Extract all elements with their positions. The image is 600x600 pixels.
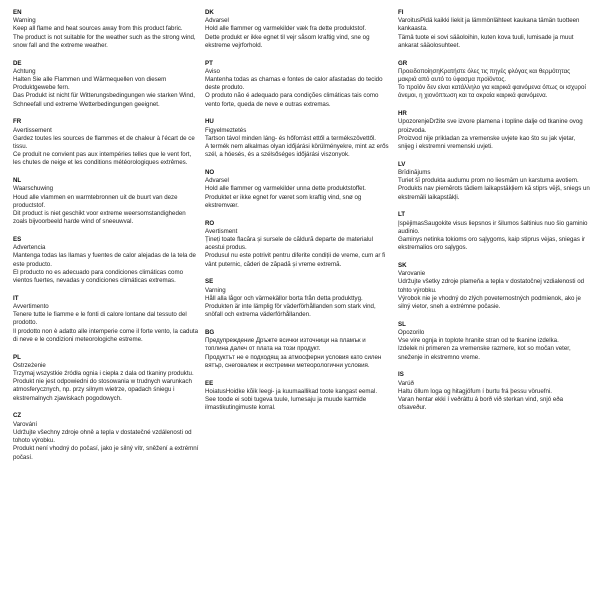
language-code: SL — [398, 320, 406, 328]
warning-text: El producto no es adecuado para condiciones climáticas como vientos fuertes, nevadas y condiciones climáticas extremas. — [13, 268, 183, 285]
column-middle — [205, 9, 390, 422]
warning-text: Produkt není vhodný do počasí, jako je silný vítr, sněžení a extrémní počasí. — [13, 445, 199, 461]
warning-block-sk — [398, 262, 590, 311]
language-code: CZ — [13, 412, 22, 420]
warning-text: Izdelek ni primeren za vremenske razmere, kot so močan veter, sneženje in ekstremno vreme. — [398, 345, 571, 361]
warning-label: Aviso — [205, 67, 220, 75]
warning-label: ĮspėjimasSaugokite visus liepsnos ir šilumos šaltinius nuo šio gaminio audinio. — [398, 219, 588, 235]
warning-text: Produktet er ikke egnet for været som kraftig vind, snø og ekstremvær. — [205, 193, 362, 209]
warning-label: Avertissement — [13, 126, 52, 134]
warning-label: HoiatusHoidke kõik leegi- ja kuumaallikad toote kangast eemal. — [205, 387, 378, 395]
warning-label: Ostrzeżenie — [13, 361, 46, 369]
warning-text: Hold alle flammer og varmekilder væk fra dette produktstof. — [205, 25, 367, 33]
warning-text: Keep all flame and heat sources away from this product fabric. — [13, 25, 183, 33]
language-code: PT — [205, 59, 213, 67]
warning-label: Figyelmeztetés — [205, 126, 247, 134]
warning-text: Το προϊόν δεν είναι κατάλληλο για καιρικά φαινόμενα όπως οι ισχυροί άνεμοι, η χιονόπτωση και τα ακραία καιρικά φαινόμενα. — [398, 84, 586, 100]
warning-block-pt — [205, 60, 390, 109]
warning-text: Haltu öllum loga og hitagjöfum í burtu frá þessu vöruefni. — [398, 387, 552, 395]
warning-text: Tämä tuote ei sovi sääoloihin, kuten kova tuuli, lumisade ja muut ankarat sääolosuhteet. — [398, 33, 574, 49]
warning-block-nl — [13, 177, 200, 226]
language-code: FR — [13, 118, 22, 126]
warning-text: Tenere tutte le fiamme e le fonti di calore lontane dal tessuto del prodotto. — [13, 311, 187, 327]
warning-label: Varning — [205, 286, 226, 294]
warning-text: Udržujte všetky zdroje plameňa a tepla v dostatočnej vzdialenosti od tohto výrobku. — [398, 278, 585, 294]
warning-block-lt — [398, 211, 590, 252]
warning-block-fi — [398, 9, 590, 50]
warning-text: Halten Sie alle Flammen und Wärmequellen von diesem Produktgewebe fern. — [13, 76, 167, 92]
warning-text: A termék nem alkalmas olyan időjárási körülményekre, mint az erős szél, a hóesés, és a szélsőséges időjárási viszonyok. — [205, 143, 389, 159]
warning-label: Varovanie — [398, 270, 426, 278]
language-code: ES — [13, 236, 22, 244]
warning-block-is — [398, 371, 590, 412]
warning-block-bg — [205, 329, 390, 370]
warning-block-de — [13, 60, 200, 109]
column-right — [398, 9, 590, 422]
warning-block-hu — [205, 118, 390, 159]
warning-text: Ce produit ne convient pas aux intempéries telles que le vent fort, les chutes de neige et les conditions météorologiques extrêmes. — [13, 151, 192, 167]
warning-block-pl — [13, 354, 200, 403]
warning-block-dk — [205, 9, 390, 50]
warning-label: Varování — [13, 420, 38, 428]
warning-text: Hold alle flammer og varmekilder unna dette produktstoffet. — [205, 185, 366, 193]
warning-text: Mantenga todas las llamas y fuentes de calor alejadas de la tela de este producto. — [13, 252, 196, 268]
warning-block-no — [205, 169, 390, 210]
warning-block-gr — [398, 60, 590, 101]
warning-text: Produkt nie jest odpowiedni do stosowania w trudnych warunkach atmosferycznych, np. przy silnym wietrze, opadach śniegu i ekstremalnych zjawiskach pogodowych. — [13, 378, 192, 402]
warning-text: Das Produkt ist nicht für Witterungsbedingungen wie starken Wind, Schneefall und extreme Wetterbedingungen geeignet. — [13, 92, 195, 108]
warning-text: Mantenha todas as chamas e fontes de calor afastadas do tecido deste produto. — [205, 76, 383, 92]
warning-text: Houd alle vlammen en warmtebronnen uit de buurt van deze productstof. — [13, 193, 178, 209]
language-code: DE — [13, 59, 22, 67]
language-code: HU — [205, 118, 214, 126]
warning-text: Gaminys netinka tokioms oro sąlygoms, kaip stiprus vėjas, sniegas ir ekstremalios oro sąlygos. — [398, 236, 586, 252]
warning-text: Il prodotto non è adatto alle intemperie come il forte vento, la caduta di neve e le condizioni meteorologiche estreme. — [13, 327, 199, 343]
warning-label: Avvertimento — [13, 303, 49, 311]
warning-label: Achtung — [13, 67, 36, 75]
warning-text: Dette produkt er ikke egnet til vejr såsom kraftig vind, sne og ekstreme vejrforhold. — [205, 33, 370, 49]
language-code: SE — [205, 278, 214, 286]
warning-label: Advarsel — [205, 177, 229, 185]
warning-label: Предупреждение Дръжте всички източници на пламък и топлина далеч от плата на този продукт. — [205, 337, 366, 353]
warning-text: Țineți toate flacăra și sursele de căldură departe de materialul acestui produs. — [205, 236, 373, 252]
warning-label: Advertencia — [13, 244, 46, 252]
warning-text: Produkten är inte lämplig för väderförhållanden som stark vind, snöfall och extrema väderförhållanden. — [205, 303, 376, 319]
warning-label: Opozorilo — [398, 329, 425, 337]
warning-text: Produkts nav piemērots tādiem laikapstākļiem kā stiprs vējš, sniegs un ekstremāli laikapstākļi. — [398, 185, 590, 201]
language-code: LV — [398, 160, 406, 168]
warning-block-fr — [13, 118, 200, 167]
language-code: IS — [398, 371, 404, 379]
warning-text: Gardez toutes les sources de flammes et de chaleur à l'écart de ce tissu. — [13, 134, 195, 151]
column-left — [13, 9, 200, 471]
warning-text: Udržujte všechny zdroje ohně a tepla v dostatečné vzdálenosti od tohoto výrobku. — [13, 428, 192, 445]
language-code: SK — [398, 262, 407, 270]
language-code: GR — [398, 59, 408, 67]
language-code: PL — [13, 353, 21, 361]
warning-block-lv — [398, 161, 590, 202]
warning-label: Waarschuwing — [13, 185, 54, 193]
language-code: HR — [398, 110, 407, 118]
warning-text: Vse vire ognja in toplote hranite stran od te tkanine izdelka. — [398, 337, 559, 345]
warning-text: Trzymaj wszystkie źródła ognia i ciepła z dala od tkaniny produktu. — [13, 370, 194, 378]
warning-label: VaroitusPidä kaikki liekit ja lämmönlähteet kaukana tämän tuotteen kankaasta. — [398, 17, 580, 33]
warning-text: Výrobok nie je vhodný do zlých poveternostných podmienok, ako je silný vietor, sneh a extrémne počasie. — [398, 294, 581, 311]
warning-text: Продуктът не е подходящ за атмосферни условия като силен вятър, снеговалеж и екстремни метеорологични условия. — [205, 353, 382, 369]
warning-label: Warning — [13, 17, 36, 25]
language-code: FI — [398, 9, 404, 16]
warning-text: See toode ei sobi tugeva tuule, lumesaju ja muude karmide ilmastikutingimuste korral. — [205, 396, 367, 412]
warning-block-ro — [205, 220, 390, 269]
language-code: EN — [13, 9, 22, 16]
warning-text: Tartson távol minden láng- és hőforrást ettől a termékszövettől. — [205, 134, 376, 142]
language-code: NO — [205, 169, 215, 177]
warning-label: UpozorenjeDržite sve izvore plamena i topline dalje od tkanine ovog proizvoda. — [398, 118, 583, 134]
warning-text: O produto não é adequado para condições climáticas tais como vento forte, queda de neve e outras extremas. — [205, 92, 379, 108]
warning-text: Proizvod nije prikladan za vremenske uvjete kao što su jak vjetar, snijeg i ekstremni vremenski uvjeti. — [398, 134, 576, 151]
language-code: DK — [205, 9, 214, 16]
warning-block-hr — [398, 110, 590, 151]
warning-label: Advarsel — [205, 17, 229, 25]
warning-block-es — [13, 236, 200, 285]
language-code: NL — [13, 177, 22, 185]
warning-block-en — [13, 9, 200, 50]
warning-text: Dit product is niet geschikt voor extreme weersomstandigheden zoals bijvoorbeeld harde wind of sneeuwval. — [13, 210, 186, 226]
warning-block-ee — [205, 380, 390, 413]
warning-block-se — [205, 278, 390, 319]
warning-label: Avertisment — [205, 227, 238, 235]
language-code: RO — [205, 219, 215, 227]
warning-text: Varan hentar ekki í veðráttu á borð við sterkan vind, snjó eða ofsaveður. — [398, 396, 564, 412]
language-code: BG — [205, 329, 215, 337]
language-code: EE — [205, 379, 214, 387]
language-code: IT — [13, 294, 19, 302]
language-code: LT — [398, 211, 406, 219]
warning-label: Varúð — [398, 379, 414, 387]
warning-block-sl — [398, 321, 590, 362]
warning-label: ΠροειδοποίησηΚρατήστε όλες τις πηγές φλόγας και θερμότητας μακριά από αυτό το ύφασμα προϊόντος. — [398, 67, 571, 84]
warning-text: Turiet šī produkta audumu prom no liesmām un karstuma avotiem. — [398, 177, 579, 185]
warning-block-it — [13, 295, 200, 344]
warning-text: The product is not suitable for the weather such as the strong wind, snow fall and the extreme weather. — [13, 33, 196, 49]
warning-text: Håll alla lågor och värmekällor borta från detta produkttyg. — [205, 294, 363, 302]
warning-block-cz — [13, 412, 200, 461]
warning-text: Produsul nu este potrivit pentru diferite condiții de vreme, cum ar fi vânt puternic, căderi de zăpadă și vreme extremă. — [205, 252, 386, 268]
warning-label: Brīdinājums — [398, 169, 431, 177]
